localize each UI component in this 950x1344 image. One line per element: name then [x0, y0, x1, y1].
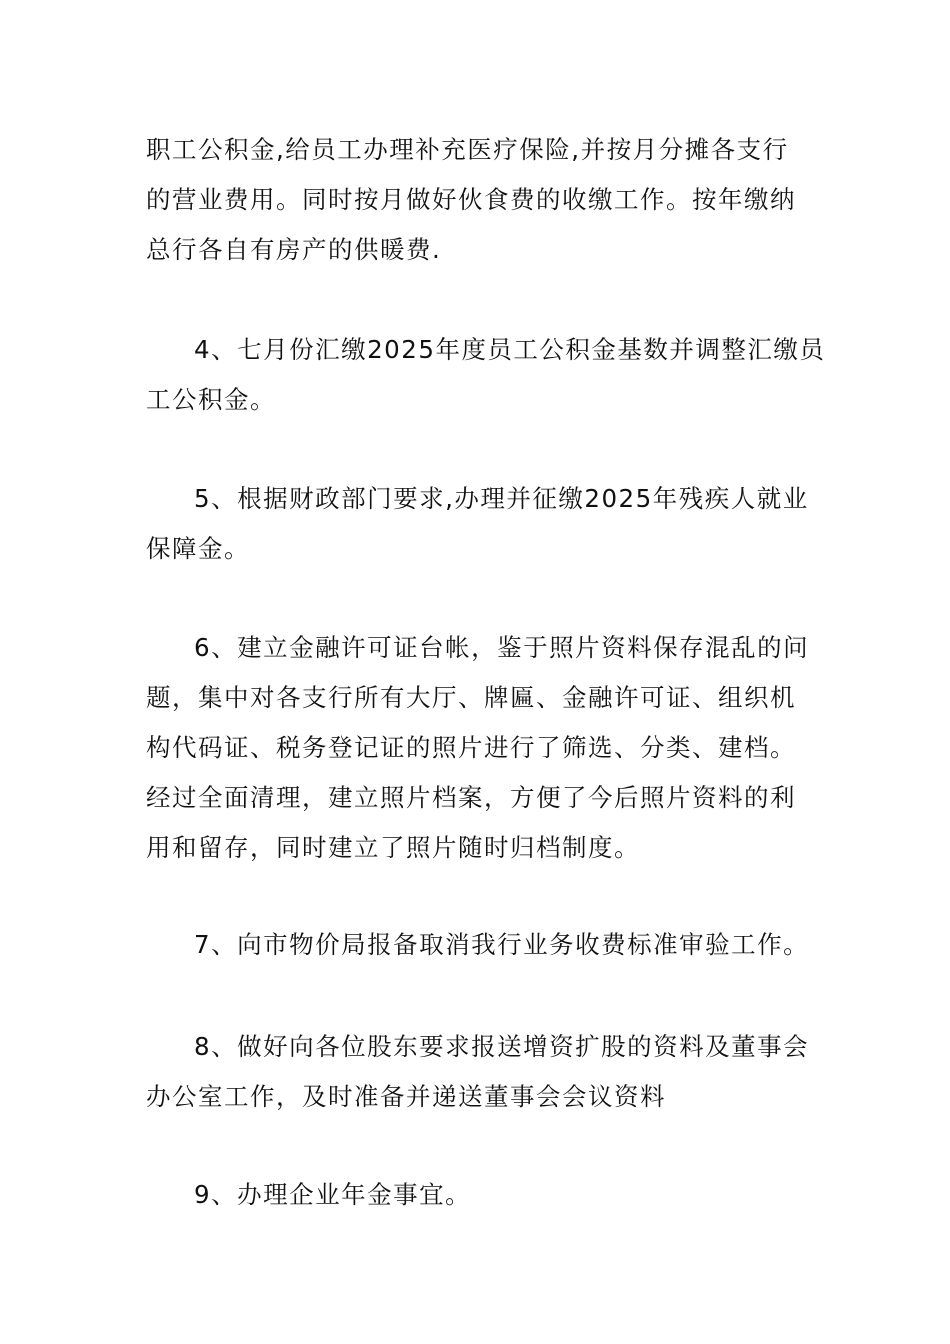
paragraph-continuation: [146, 125, 811, 275]
text-line: 职工公积金,给员工办理补充医疗保险,并按月分摊各支行: [146, 135, 789, 164]
text-line: 的营业费用。同时按月做好伙食费的收缴工作。按年缴纳: [146, 185, 796, 214]
text-line: 4、七月份汇缴2025年度员工公积金基数并调整汇缴员: [194, 335, 826, 364]
paragraph-item-4: [146, 325, 826, 425]
text-line: 6、建立金融许可证台帐，鉴于照片资料保存混乱的问: [194, 633, 810, 662]
paragraph-item-8: [146, 1022, 811, 1122]
paragraph-item-9: [146, 1170, 811, 1220]
text-line: 用和留存，同时建立了照片随时归档制度。: [146, 833, 640, 862]
text-line: 7、向市物价局报备取消我行业务收费标准审验工作。: [194, 930, 810, 959]
text-line: 8、做好向各位股东要求报送增资扩股的资料及董事会: [194, 1032, 810, 1061]
paragraph-item-6: [146, 623, 811, 873]
text-line: 题，集中对各支行所有大厅、牌匾、金融许可证、组织机: [146, 683, 796, 712]
text-line: 经过全面清理，建立照片档案，方便了今后照片资料的利: [146, 783, 796, 812]
paragraph-item-5: [146, 474, 811, 574]
text-line: 9、办理企业年金事宜。: [194, 1180, 472, 1209]
text-line: 构代码证、税务登记证的照片进行了筛选、分类、建档。: [146, 733, 796, 762]
paragraph-item-7: [146, 920, 811, 970]
text-line: 工公积金。: [146, 385, 276, 414]
text-line: 总行各自有房产的供暖费.: [146, 235, 442, 264]
text-line: 5、根据财政部门要求,办理并征缴2025年残疾人就业: [194, 484, 809, 513]
text-line: 保障金。: [146, 534, 250, 563]
text-line: 办公室工作，及时准备并递送董事会会议资料: [146, 1082, 666, 1111]
